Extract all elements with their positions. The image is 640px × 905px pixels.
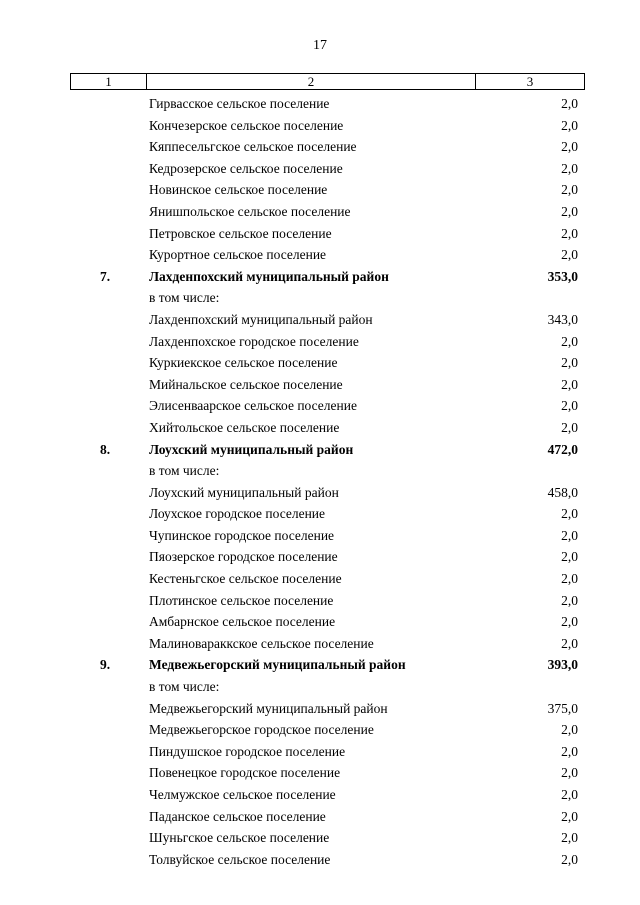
table-row	[70, 503, 585, 525]
row-name: в том числе:	[149, 290, 220, 306]
row-name: Кедрозерское сельское поселение	[149, 160, 343, 176]
row-name: Кестеньгское сельское поселение	[149, 571, 342, 587]
row-value	[479, 460, 585, 482]
table-row	[70, 179, 585, 201]
row-value: 2,0	[561, 830, 578, 846]
table-row	[70, 482, 585, 504]
row-name: Кяппесельгское сельское поселение	[149, 139, 357, 155]
table-row	[70, 806, 585, 828]
row-number	[70, 546, 149, 568]
row-name: Шуньгское сельское поселение	[149, 830, 330, 846]
table-row	[70, 374, 585, 396]
row-value: 2,0	[561, 419, 578, 435]
district-row	[70, 654, 585, 676]
row-name: Мийнальское сельское поселение	[149, 376, 343, 392]
row-number: 7.	[100, 268, 111, 284]
row-name: Лоухский муниципальный район	[149, 441, 354, 457]
row-name: Куркиекское сельское поселение	[149, 355, 338, 371]
row-name: Медвежьегорский муниципальный район	[149, 657, 406, 673]
table-row	[70, 223, 585, 245]
row-number	[70, 136, 149, 158]
row-value: 458,0	[547, 484, 578, 500]
page-number: 17	[313, 38, 327, 53]
table-row	[70, 158, 585, 180]
row-value: 2,0	[561, 614, 578, 630]
row-value: 2,0	[561, 139, 578, 155]
row-number	[70, 374, 149, 396]
row-value: 2,0	[561, 117, 578, 133]
row-number	[70, 827, 149, 849]
row-name: Лахденпохское городское поселение	[149, 333, 359, 349]
row-value: 2,0	[561, 571, 578, 587]
row-name: Пиндушское городское поселение	[149, 743, 346, 759]
row-value: 2,0	[561, 355, 578, 371]
row-value: 2,0	[561, 549, 578, 565]
row-name: Паданское сельское поселение	[149, 808, 326, 824]
row-value: 2,0	[561, 722, 578, 738]
table-row	[70, 590, 585, 612]
row-number	[70, 93, 149, 115]
table-row	[70, 331, 585, 353]
table-row	[70, 546, 585, 568]
row-name: Малиновараккское сельское поселение	[149, 635, 374, 651]
row-name: Лахденпохский муниципальный район	[149, 268, 389, 284]
table-row	[70, 762, 585, 784]
row-value: 2,0	[561, 527, 578, 543]
row-number	[70, 158, 149, 180]
row-value: 2,0	[561, 851, 578, 867]
row-number	[70, 633, 149, 655]
row-value: 2,0	[561, 808, 578, 824]
table-row	[70, 309, 585, 331]
row-name: Новинское сельское поселение	[149, 182, 328, 198]
row-number	[70, 849, 149, 871]
row-value: 353,0	[547, 268, 578, 284]
table-row	[70, 287, 585, 309]
row-value: 2,0	[561, 743, 578, 759]
table-row	[70, 741, 585, 763]
row-value: 2,0	[561, 333, 578, 349]
row-number	[70, 223, 149, 245]
row-name: Плотинское сельское поселение	[149, 592, 334, 608]
row-number	[70, 287, 149, 309]
district-row	[70, 266, 585, 288]
table-row	[70, 719, 585, 741]
table-row	[70, 395, 585, 417]
table-row	[70, 525, 585, 547]
row-name: Элисенваарское сельское поселение	[149, 398, 357, 414]
row-number	[70, 503, 149, 525]
row-name: Петровское сельское поселение	[149, 225, 332, 241]
row-number: 8.	[100, 441, 111, 457]
row-value: 2,0	[561, 398, 578, 414]
row-value	[479, 287, 585, 309]
row-value: 472,0	[547, 441, 578, 457]
row-number	[70, 395, 149, 417]
row-name: Гирвасское сельское поселение	[149, 96, 330, 111]
row-value: 343,0	[547, 311, 578, 327]
row-number	[70, 244, 149, 266]
row-name: Курортное сельское поселение	[149, 247, 327, 263]
row-name: Лоухское городское поселение	[149, 506, 326, 522]
row-name: Медвежьегорский муниципальный район	[149, 700, 388, 716]
header-col-2: 2	[147, 74, 476, 89]
row-name: Амбарнское сельское поселение	[149, 614, 336, 630]
row-number	[70, 482, 149, 504]
header-col-3: 3	[526, 74, 534, 89]
table-row	[70, 201, 585, 223]
row-value: 2,0	[561, 247, 578, 263]
row-number	[70, 525, 149, 547]
row-number	[70, 568, 149, 590]
row-value: 2,0	[561, 225, 578, 241]
table-row	[70, 676, 585, 698]
district-row	[70, 439, 585, 461]
row-name: Лоухский муниципальный район	[149, 484, 339, 500]
row-name: Чупинское городское поселение	[149, 527, 335, 543]
row-name: в том числе:	[149, 679, 220, 695]
row-value: 2,0	[561, 765, 578, 781]
row-number	[70, 806, 149, 828]
table-row	[70, 460, 585, 482]
row-number	[70, 611, 149, 633]
row-value: 2,0	[561, 182, 578, 198]
table-row	[70, 93, 585, 115]
row-number	[70, 590, 149, 612]
table-row	[70, 244, 585, 266]
table-header	[70, 73, 585, 90]
row-number	[70, 784, 149, 806]
header-col-1: 1	[71, 74, 147, 89]
row-value: 375,0	[547, 700, 578, 716]
row-name: Медвежьегорское городское поселение	[149, 722, 374, 738]
table-row	[70, 698, 585, 720]
row-number	[70, 309, 149, 331]
row-value: 393,0	[547, 657, 578, 673]
table-row	[70, 827, 585, 849]
row-number	[70, 331, 149, 353]
row-number	[70, 179, 149, 201]
row-name: Кончезерское сельское поселение	[149, 117, 344, 133]
table-row	[70, 611, 585, 633]
row-name: Повенецкое городское поселение	[149, 765, 341, 781]
row-number	[70, 201, 149, 223]
row-name: Хийтольское сельское поселение	[149, 419, 340, 435]
table-row	[70, 115, 585, 137]
table-row	[70, 136, 585, 158]
row-number: 9.	[100, 657, 111, 673]
row-value: 2,0	[561, 96, 578, 111]
row-value: 2,0	[561, 635, 578, 651]
row-value: 2,0	[561, 592, 578, 608]
table-row	[70, 568, 585, 590]
table-row	[70, 633, 585, 655]
row-value: 2,0	[561, 506, 578, 522]
table-row	[70, 417, 585, 439]
row-number	[70, 352, 149, 374]
table-row	[70, 352, 585, 374]
row-number	[70, 698, 149, 720]
table-body	[70, 93, 585, 870]
row-name: Пяозерское городское поселение	[149, 549, 338, 565]
table-row	[70, 784, 585, 806]
row-value: 2,0	[561, 160, 578, 176]
row-number	[70, 115, 149, 137]
table-row	[70, 849, 585, 871]
row-name: Лахденпохский муниципальный район	[149, 311, 373, 327]
row-value: 2,0	[561, 203, 578, 219]
row-name: Толвуйское сельское поселение	[149, 851, 331, 867]
row-number	[70, 719, 149, 741]
row-number	[70, 676, 149, 698]
row-name: Янишпольское сельское поселение	[149, 203, 351, 219]
row-number	[70, 741, 149, 763]
row-value: 2,0	[561, 376, 578, 392]
row-number	[70, 460, 149, 482]
row-value: 2,0	[561, 787, 578, 802]
row-number	[70, 417, 149, 439]
row-number	[70, 762, 149, 784]
row-name: в том числе:	[149, 463, 220, 479]
row-name: Челмужское сельское поселение	[149, 787, 336, 802]
row-value	[479, 676, 585, 698]
